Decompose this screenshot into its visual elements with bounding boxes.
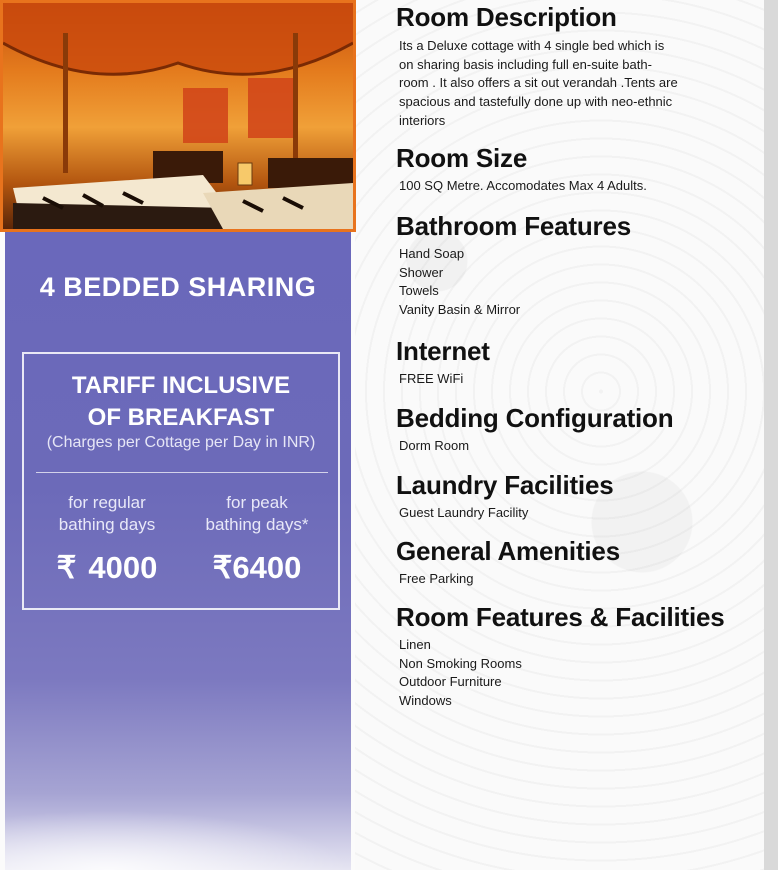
regular-label-line2: bathing days bbox=[58, 515, 156, 534]
tariff-box bbox=[22, 352, 340, 610]
internet-text: FREE WiFi bbox=[399, 371, 464, 386]
bathroom-features-list bbox=[396, 245, 631, 320]
room-size-heading: Room Size bbox=[396, 143, 528, 173]
room-features-section bbox=[396, 602, 725, 711]
internet-heading: Internet bbox=[396, 336, 490, 366]
peak-price bbox=[182, 492, 332, 586]
room-features-list bbox=[396, 636, 725, 711]
regular-amount: 4000 bbox=[88, 550, 158, 585]
bedding-text: Dorm Room bbox=[399, 438, 470, 453]
description-line: spacious and tastefully done up with neo-ethnic bbox=[399, 94, 673, 110]
list-item: Towels bbox=[399, 283, 439, 299]
regular-price bbox=[32, 492, 182, 586]
room-description-text bbox=[399, 37, 678, 131]
description-line: on sharing basis including full en-suite bath- bbox=[399, 56, 652, 72]
rupee-icon: ₹ bbox=[212, 550, 233, 585]
amenities-section bbox=[396, 536, 620, 589]
room-description-section bbox=[396, 2, 678, 131]
tariff-divider bbox=[36, 472, 328, 473]
peak-amount: 6400 bbox=[232, 550, 302, 585]
list-item: Vanity Basin & Mirror bbox=[399, 302, 521, 318]
bedding-heading: Bedding Configuration bbox=[396, 403, 674, 433]
description-line: room . It also offers a sit out verandah .Tents are bbox=[399, 75, 678, 91]
list-item: Hand Soap bbox=[399, 246, 465, 261]
peak-label-line2: bathing days* bbox=[205, 515, 309, 534]
peak-label-line1: for peak bbox=[226, 493, 288, 512]
peak-price-label bbox=[182, 492, 332, 536]
list-item: Non Smoking Rooms bbox=[399, 655, 522, 671]
peak-price-value bbox=[182, 550, 332, 586]
amenities-heading: General Amenities bbox=[396, 536, 620, 566]
amenities-text: Free Parking bbox=[399, 571, 474, 586]
room-photo bbox=[0, 0, 356, 232]
room-features-heading: Room Features & Facilities bbox=[396, 602, 725, 632]
bathroom-features-heading: Bathroom Features bbox=[396, 211, 631, 241]
regular-price-value bbox=[32, 550, 182, 586]
laundry-text: Guest Laundry Facility bbox=[399, 505, 529, 520]
bathroom-features-section bbox=[396, 211, 631, 320]
room-description-heading: Room Description bbox=[396, 2, 617, 32]
tariff-panel bbox=[5, 232, 351, 870]
tariff-subtitle: (Charges per Cottage per Day in INR) bbox=[46, 434, 316, 451]
description-line: interiors bbox=[399, 112, 446, 128]
regular-label-line1: for regular bbox=[68, 493, 146, 512]
room-size-section bbox=[396, 143, 647, 196]
room-type-title: 4 BEDDED SHARING bbox=[39, 272, 317, 302]
list-item: Outdoor Furniture bbox=[399, 674, 502, 690]
page-edge bbox=[764, 0, 778, 870]
tariff-title-line1: TARIFF INCLUSIVE bbox=[71, 372, 291, 399]
rupee-icon: ₹ bbox=[56, 550, 77, 585]
tariff-title-line2: OF BREAKFAST bbox=[87, 404, 275, 431]
room-size-text: 100 SQ Metre. Accomodates Max 4 Adults. bbox=[399, 178, 647, 193]
list-item: Linen bbox=[399, 637, 431, 652]
bedding-section bbox=[396, 403, 673, 456]
description-line: Its a Deluxe cottage with 4 single bed which is bbox=[399, 38, 665, 53]
regular-price-label bbox=[32, 492, 182, 536]
list-item: Windows bbox=[399, 693, 452, 709]
tariff-title bbox=[24, 370, 338, 434]
laundry-section bbox=[396, 470, 613, 523]
laundry-heading: Laundry Facilities bbox=[396, 470, 614, 500]
list-item: Shower bbox=[399, 264, 444, 280]
internet-section bbox=[396, 336, 490, 389]
